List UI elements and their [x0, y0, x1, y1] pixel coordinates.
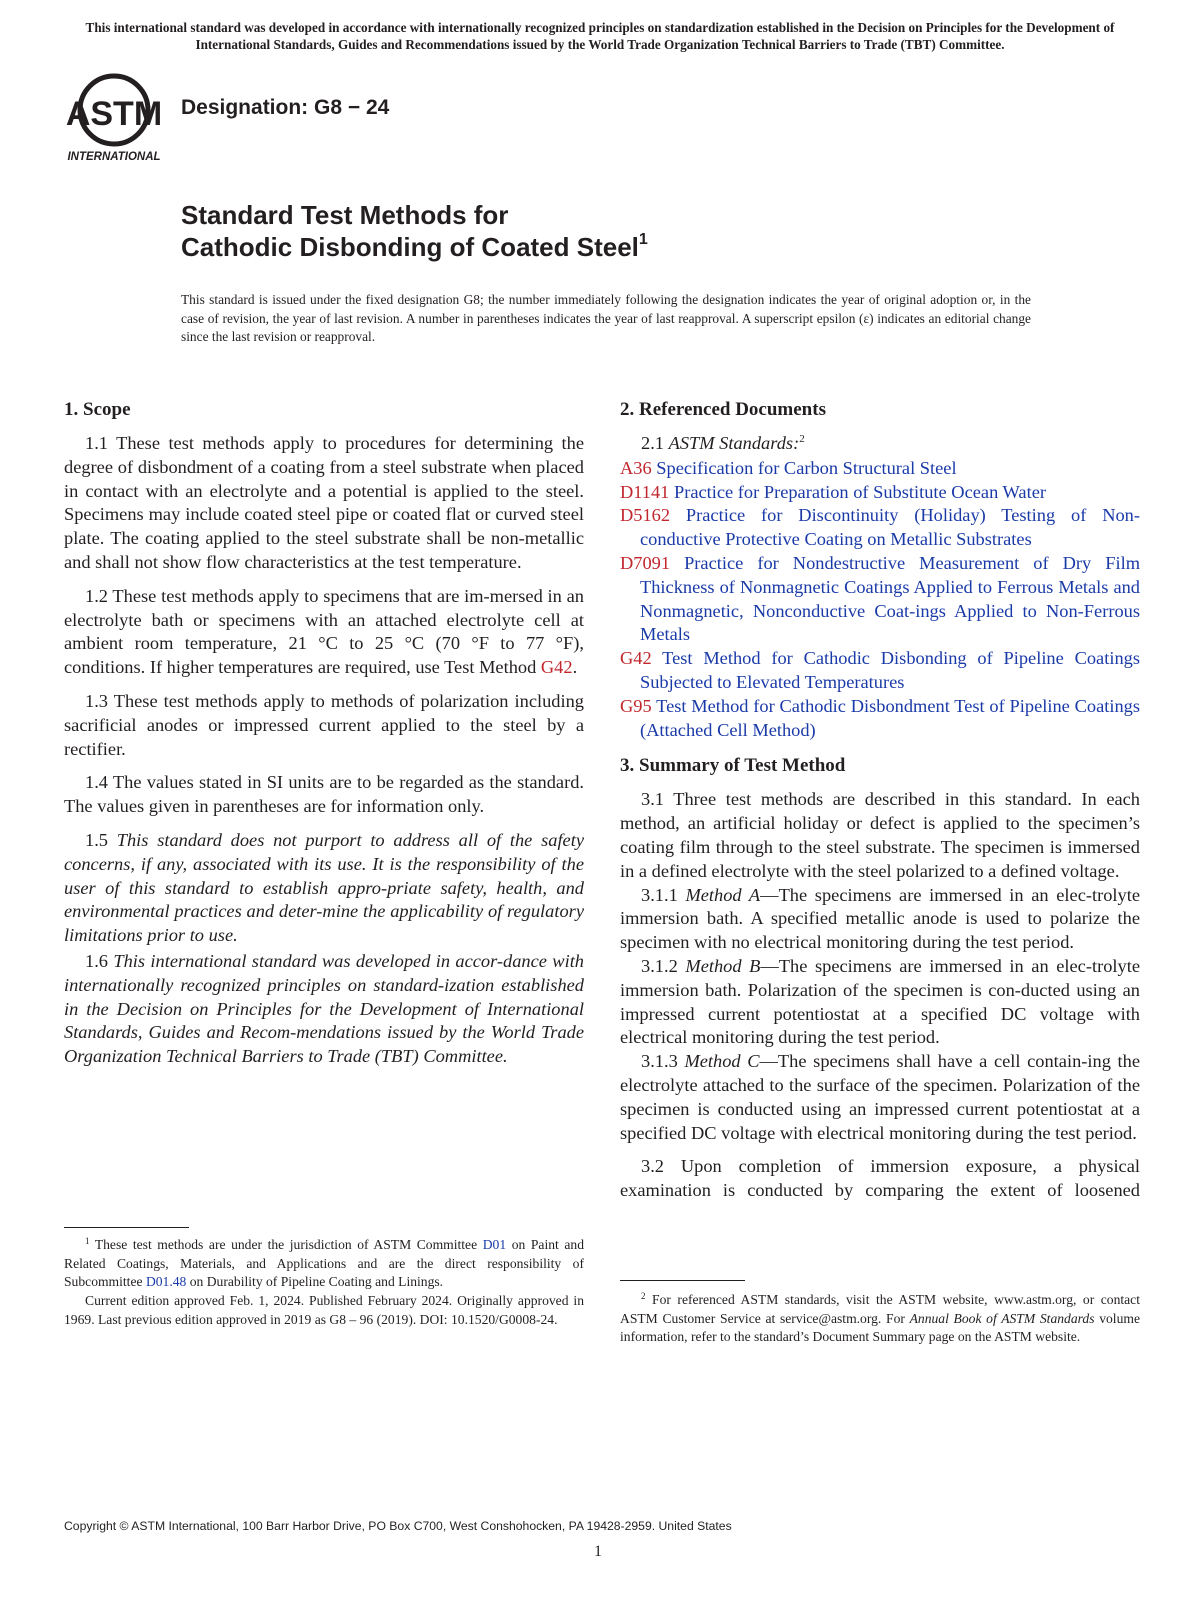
summary-3-1: 3.1 Three test methods are described in this standard. In each method, an artificial holiday or defect is applied to the specimen’s coating film through to the steel substrate. The specimen is immersed in a defined electrolyte with the steel polarized to a defined voltage.: [620, 789, 1140, 881]
page-title: [181, 199, 648, 263]
summary-3-2: 3.2 Upon completion of immersion exposure, a physical examination is conducted by comparing the extent of loosened: [620, 1156, 1140, 1201]
svg-text:INTERNATIONAL: INTERNATIONAL: [67, 151, 161, 163]
issuance-statement: This standard is issued under the fixed designation G8; the number immediately following the designation indicates the year of original adoption or, in the case of revision, the year of last revision. A number in parentheses indicates the year of last reapproval. A superscript epsilon (ε) indicates an editorial change since the last revision or reapproval.: [181, 292, 1031, 345]
reference-list: [620, 457, 1140, 743]
scope-1-6: 1.6 This international standard was developed in accor-dance with internationally recognized principles on standard-ization established in the Decision on Principles for the Development of International Standards, Guides and Recom-mendations issued by the World Trade Organization Technical Barriers to Trade (TBT) Committee.: [64, 950, 584, 1067]
page-number: 1: [594, 1543, 602, 1560]
copyright-notice: Copyright © ASTM International, 100 Barr Harbor Drive, PO Box C700, West Conshohocken, PA 19428-2959. United States: [64, 1519, 732, 1533]
reference-item[interactable]: A36 Specification for Carbon Structural Steel: [620, 457, 957, 478]
scope-heading: 1. Scope: [64, 399, 131, 420]
link-d01-48[interactable]: D01.48: [145, 1274, 187, 1290]
footnote-rule-right: [620, 1280, 745, 1281]
title-line-1: Standard Test Methods for: [181, 200, 509, 230]
reference-item[interactable]: G42 Test Method for Cathodic Disbonding of Pipeline Coatings Subjected to Elevated Temperatures: [620, 648, 1140, 692]
summary-3-1-3: 3.1.3 Method C—The specimens shall have a cell contain-ing the electrolyte attached to the surface of the specimen. Polarization of the specimen is conducted using an impressed current potentiostat at a specified DC voltage with electrical monitoring during the test period.: [620, 1051, 1140, 1143]
svg-text:ASTM: ASTM: [65, 95, 163, 133]
scope-1-4: 1.4 The values stated in SI units are to be regarded as the standard. The values given in parentheses are for information only.: [64, 772, 584, 817]
footnote-1: $^1$ These test methods are under the jurisdiction of ASTM Committee D01 on Paint and Related Coatings, Materials, and Applications and are the direct responsibility of Subcommittee D01.48 on Durability of Pipeline Coating and Linings. Current edition approved Feb. 1, 2024. Published February 2024. Originally approved in 1969. Last previous edition approved in 2019 as G8 – 96 (2019). DOI: 10.1520/G0008-24.: [64, 1236, 584, 1330]
reference-item[interactable]: D5162 Practice for Discontinuity (Holiday) Testing of Non-conductive Protective Coating on Metallic Substrates: [620, 505, 1140, 550]
scope-1-5: 1.5 This standard does not purport to address all of the safety concerns, if any, associated with its use. It is the responsibility of the user of this standard to establish appro-priate safety, health, and environmental practices and deter-mine the applicability of regulatory limitations prior to use.: [64, 829, 584, 946]
title-line-2: Cathodic Disbonding of Coated Steel$^1$: [181, 231, 648, 262]
astm-standards-subheading: 2.1 ASTM Standards:$^2$: [641, 433, 805, 453]
reference-item[interactable]: D1141 Practice for Preparation of Substitute Ocean Water: [620, 481, 1046, 502]
wto-notice: This international standard was developed in accordance with internationally recognized principles on standardization established in the Decision on Principles for the Development of International Standards, Guides and Recommendations issued by the World Trade Organization Technical Barriers to Trade (TBT) Committee.: [85, 20, 1115, 52]
footnote-rule-left: [64, 1227, 189, 1228]
references-heading: 2. Referenced Documents: [620, 399, 826, 420]
title-footnote-marker: 1: [638, 231, 648, 248]
link-g42[interactable]: G42: [540, 657, 573, 678]
right-column: [620, 398, 1140, 1203]
reference-item[interactable]: G95 Test Method for Cathodic Disbondment Test of Pipeline Coatings (Attached Cell Method): [620, 695, 1140, 740]
scope-1-1: 1.1 These test methods apply to procedures for determining the degree of disbondment of a coating from a steel substrate when placed in contact with an electrolyte and a potential is applied to the steel. Specimens may include coated steel pipe or coated flat or curved steel plate. The coating applied to the steel substrate shall be non-metallic and shall not show flow characteristics at the test temperature.: [64, 433, 584, 572]
footnote-2: $^2$ For referenced ASTM standards, visit the ASTM website, www.astm.org, or contact ASTM Customer Service at service@astm.org. For Annual Book of ASTM Standards volume information, refer to the standard’s Document Summary page on the ASTM website.: [620, 1291, 1140, 1345]
scope-1-2: 1.2 These test methods apply to specimens that are im-mersed in an electrolyte bath or specimens with an attached electrolyte cell at ambient room temperature, 21 °C to 25 °C (70 °F to 77 °F), conditions. If higher temperatures are required, use Test Method G42.: [64, 585, 584, 678]
astm-logo: [64, 70, 168, 166]
left-column: [64, 398, 584, 1069]
summary-heading: 3. Summary of Test Method: [620, 755, 846, 777]
summary-3-1-2: 3.1.2 Method B—The specimens are immersed in an elec-trolyte immersion bath. Polarization of the specimen is con-ducted using an impressed current potentiostat at a specified DC voltage with electrical monitoring during the test period.: [620, 955, 1140, 1048]
summary-3-1-1: 3.1.1 Method A—The specimens are immersed in an elec-trolyte immersion bath. A specified metallic anode is used to polarize the specimen with no electrical monitoring during the test period.: [620, 884, 1140, 953]
link-d01[interactable]: D01: [482, 1237, 507, 1252]
reference-item[interactable]: D7091 Practice for Nondestructive Measurement of Dry Film Thickness of Nonmagnetic Coatings Applied to Ferrous Metals and Nonmagnetic, Nonconductive Coat-ings Applied to Non-Ferrous Metals: [620, 552, 1140, 645]
edition-note: Current edition approved Feb. 1, 2024. Published February 2024. Originally approved in 1969. Last previous edition approved in 2019 as G8 – 96 (2019). DOI: 10.1520/G0008-24.: [64, 1293, 584, 1327]
designation: Designation: G8 − 24: [181, 96, 390, 119]
scope-1-3: 1.3 These test methods apply to methods of polarization including sacrificial anodes or impressed current applied to the steel by a rectifier.: [64, 690, 584, 759]
